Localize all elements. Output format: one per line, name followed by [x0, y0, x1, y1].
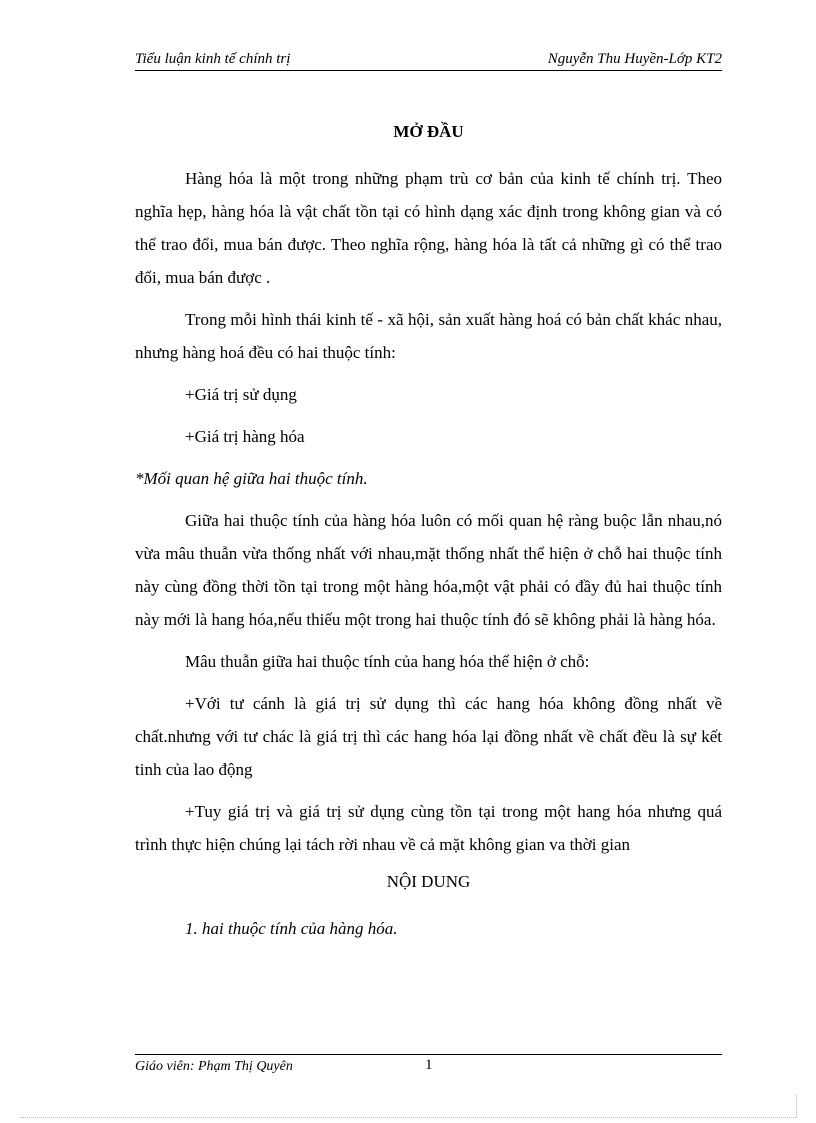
bullet-use-value: +Giá trị sử dụng [185, 385, 297, 404]
page-footer [135, 1054, 722, 1077]
heading-noi-dung: NỘI DUNG [386, 872, 471, 891]
paragraph-properties: Trong mỗi hình thái kinh tế - xã hội, sản xuất hàng hoá có bản chất khác nhau, nhưng hàng hoá đều có hai thuộc tính: [135, 310, 722, 362]
bullet-commodity-value: +Giá trị hàng hóa [185, 427, 305, 446]
header-left-text: Tiểu luận kinh tế chính trị [135, 51, 291, 67]
section-heading-1: 1. hai thuộc tính của hàng hóa. [185, 919, 398, 938]
paragraph-contradiction-1: +Với tư cánh là giá trị sử dụng thì các hang hóa không đồng nhất về chất.nhưng với tư chác là giá trị thì các hang hóa lại đồng nhất về chất đều là sự kết tinh của lao động [135, 694, 722, 779]
paragraph-intro: Hàng hóa là một trong những phạm trù cơ bản của kinh tế chính trị. Theo nghĩa hẹp, hàng hóa là vật chất tồn tại có hình dạng xác định trong không gian và có thể trao đổi, mua bán được. Theo nghĩa rộng, hàng hóa là tất cả những gì có thể trao đổi, mua bán được . [135, 169, 722, 287]
paragraph-contradiction: Mâu thuẫn giữa hai thuộc tính của hang hóa thể hiện ở chỗ: [185, 652, 590, 671]
page-number: 1 [425, 1057, 433, 1073]
subheading-relationship: *Mối quan hệ giữa hai thuộc tính. [135, 469, 368, 488]
header-right-text: Nguyễn Thu Huyền-Lớp KT2 [547, 51, 722, 67]
footer-teacher: Giáo viên: Phạm Thị Quyên [135, 1059, 293, 1074]
page-boundary-corner [796, 1095, 797, 1117]
paragraph-relationship: Giữa hai thuộc tính của hàng hóa luôn có mối quan hệ ràng buộc lẫn nhau,nó vừa mâu thuẫn vừa thống nhất với nhau,mặt thống nhất thể hiện ở chỗ hai thuộc tính này cùng đồng thời tồn tại trong một hàng hóa,một vật phải có đầy đủ hai thuộc tính này mới là hang hóa,nếu thiếu một trong hai thuộc tính đó sẽ không phải là hàng hóa. [135, 511, 722, 629]
heading-mo-dau: MỞ ĐẦU [393, 122, 464, 141]
page-boundary-line [20, 1117, 796, 1118]
page-header [135, 50, 722, 71]
paragraph-contradiction-2: +Tuy giá trị và giá trị sử dụng cùng tồn tại trong một hang hóa nhưng quá trình thực hiện chúng lại tách rời nhau về cả mặt không gian va thời gian [135, 802, 722, 854]
document-body [135, 120, 722, 954]
